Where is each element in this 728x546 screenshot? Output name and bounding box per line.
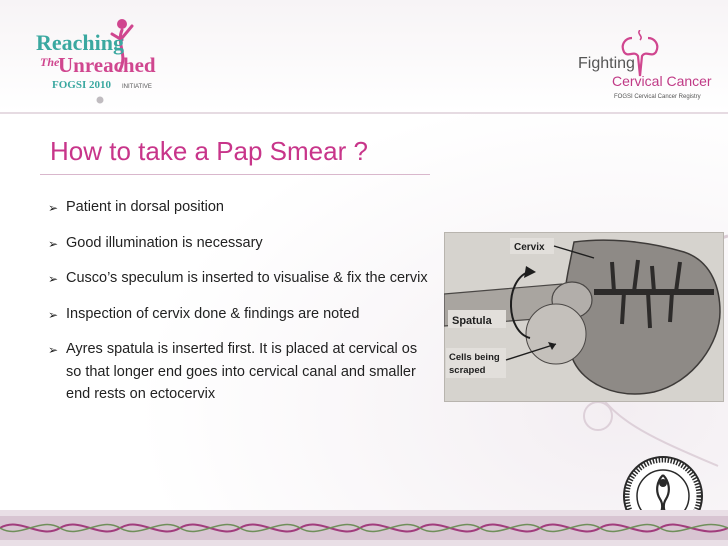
label-cells-line2: scraped	[449, 365, 486, 376]
arrow-bullet-icon: ➢	[48, 236, 59, 251]
logo-line-registry: FOGSI Cervical Cancer Registry	[614, 94, 701, 100]
arrow-bullet-icon: ➢	[48, 307, 59, 322]
decorative-border	[0, 510, 728, 546]
bullet-item	[48, 196, 428, 219]
logo-line-unreached: Unreached	[58, 53, 156, 77]
bullet-item	[48, 267, 428, 290]
bullet-text: Cusco’s speculum is inserted to visualise & fix the cervix	[66, 270, 428, 286]
label-spatula: Spatula	[452, 315, 492, 327]
bullet-item	[48, 303, 428, 326]
logo-line-fighting: Fighting	[578, 55, 635, 72]
reaching-the-unreached-logo	[36, 14, 186, 106]
logo-line-reaching: Reaching	[36, 30, 124, 55]
header-divider	[0, 112, 728, 114]
title-underline	[40, 174, 430, 175]
logo-line-initiative: INITIATIVE	[122, 84, 152, 90]
pap-smear-diagram	[444, 232, 724, 402]
label-cervix: Cervix	[514, 242, 545, 253]
bullet-text: Ayres spatula is inserted first. It is placed at cervical os so that longer end goes into cervical canal and smaller end rests on ectocervix	[66, 341, 418, 402]
bullet-text: Good illumination is necessary	[66, 234, 263, 251]
logo-line-fogsi: FOGSI 2010	[52, 79, 111, 91]
slide-title: How to take a Pap Smear ?	[50, 136, 368, 166]
bullet-item	[48, 338, 428, 406]
bullet-text: Inspection of cervix done & findings are noted	[66, 305, 360, 322]
bullet-list	[48, 196, 428, 419]
arrow-bullet-icon: ➢	[48, 343, 59, 357]
bullet-text: Patient in dorsal position	[66, 199, 224, 215]
label-cells-line1: Cells being	[449, 352, 500, 363]
logo-line-the: The	[40, 55, 60, 69]
bullet-item	[48, 232, 428, 255]
arrow-bullet-icon: ➢	[48, 272, 59, 286]
fighting-cervical-cancer-logo	[570, 30, 720, 102]
arrow-bullet-icon: ➢	[48, 201, 59, 215]
logo-line-cervical-cancer: Cervical Cancer	[612, 73, 712, 89]
